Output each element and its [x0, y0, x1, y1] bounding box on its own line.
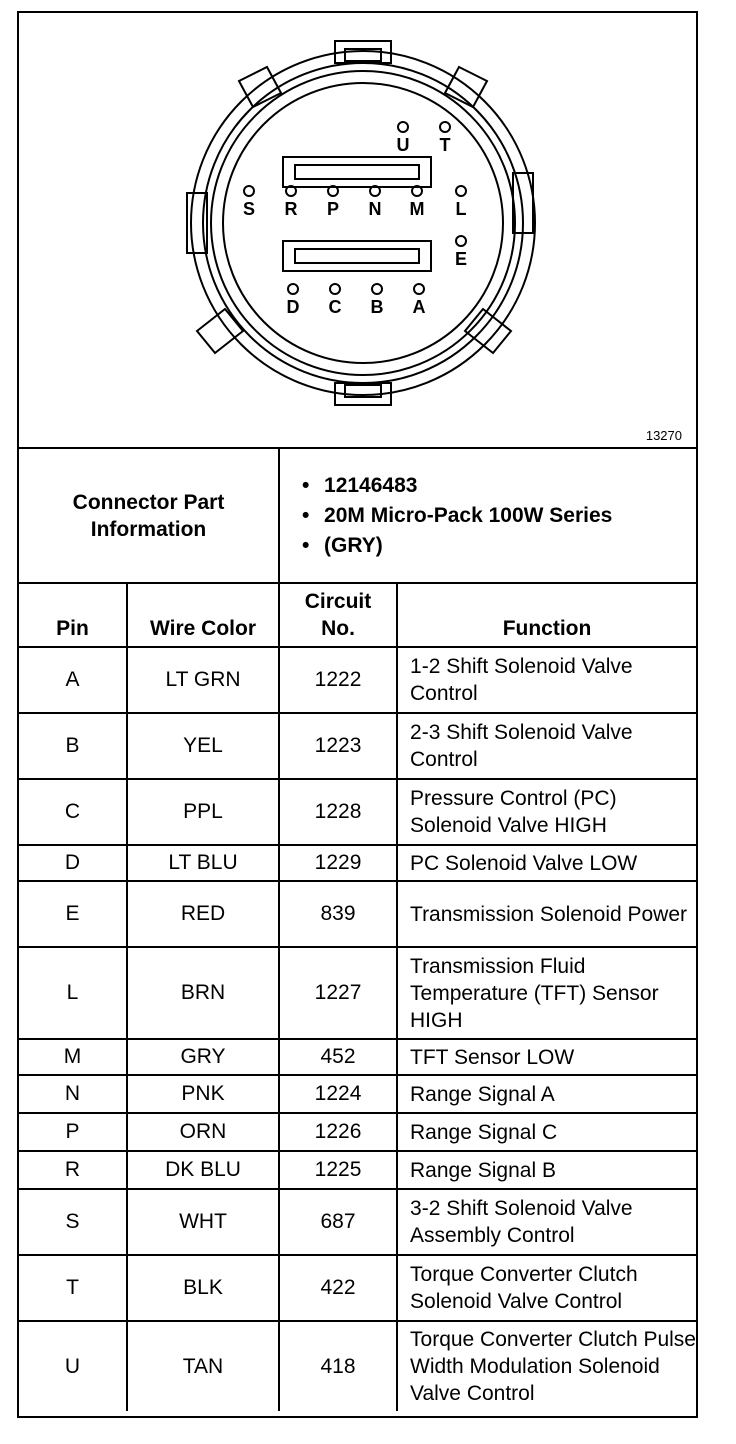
pin-cell: U: [19, 1321, 127, 1411]
pin-cell: R: [19, 1151, 127, 1189]
circuit-cell: 418: [279, 1321, 397, 1411]
header-circuit-no: Circuit No.: [279, 583, 397, 647]
upper-key-slot: [283, 157, 431, 187]
wire-color-cell: BRN: [127, 947, 279, 1039]
wire-color-cell: GRY: [127, 1039, 279, 1075]
pin-label-e: E: [454, 249, 468, 269]
header-wire-color: Wire Color: [127, 583, 279, 647]
connector-series: • 20M Micro-Pack 100W Series: [324, 501, 696, 531]
pin-label-c: C: [328, 297, 342, 317]
wire-color-cell: BLK: [127, 1255, 279, 1321]
function-cell: Torque Converter Clutch Pulse Width Modulation Solenoid Valve Control: [397, 1321, 696, 1411]
function-cell: 1-2 Shift Solenoid Valve Control: [397, 647, 696, 713]
table-row: [19, 1075, 696, 1113]
table-row: [19, 1039, 696, 1075]
table-row: [19, 779, 696, 845]
table-row: [19, 881, 696, 947]
pin-label-d: D: [286, 297, 300, 317]
wire-color-cell: PPL: [127, 779, 279, 845]
pinout-rows: [19, 647, 696, 1411]
wire-color-cell: YEL: [127, 713, 279, 779]
wire-color-cell: DK BLU: [127, 1151, 279, 1189]
circuit-cell: 687: [279, 1189, 397, 1255]
function-cell: 2-3 Shift Solenoid Valve Control: [397, 713, 696, 779]
function-cell: Torque Converter Clutch Solenoid Valve Control: [397, 1255, 696, 1321]
pin-cell: A: [19, 647, 127, 713]
connector-face-drawing: [19, 13, 696, 447]
connector-info-label: Connector Part Information: [19, 449, 279, 583]
pin-cell: M: [19, 1039, 127, 1075]
wire-color-cell: LT BLU: [127, 845, 279, 881]
circuit-cell: 1222: [279, 647, 397, 713]
circuit-cell: 1226: [279, 1113, 397, 1151]
part-number: • 12146483: [324, 471, 696, 501]
pin-label-t: T: [439, 135, 451, 155]
pin-cell: C: [19, 779, 127, 845]
header-pin: Pin: [19, 583, 127, 647]
circuit-cell: 452: [279, 1039, 397, 1075]
pin-label-a: A: [412, 297, 426, 317]
table-row: [19, 713, 696, 779]
table-row: [19, 845, 696, 881]
function-cell: TFT Sensor LOW: [397, 1039, 696, 1075]
connector-info-row: [19, 449, 696, 583]
table-row: [19, 1151, 696, 1189]
pinout-table: [19, 449, 696, 1411]
function-cell: Range Signal B: [397, 1151, 696, 1189]
table-row: [19, 947, 696, 1039]
table-row: [19, 647, 696, 713]
pin-cell: T: [19, 1255, 127, 1321]
pin-label-l: L: [455, 199, 467, 219]
circuit-cell: 1224: [279, 1075, 397, 1113]
pin-cell: B: [19, 713, 127, 779]
connector-inner-ring: [223, 83, 503, 363]
table-header-row: [19, 583, 696, 647]
pin-cell: S: [19, 1189, 127, 1255]
pin-cell: E: [19, 881, 127, 947]
figure-number: 13270: [645, 428, 682, 443]
pin-cell: P: [19, 1113, 127, 1151]
wire-color-cell: RED: [127, 881, 279, 947]
function-cell: Transmission Fluid Temperature (TFT) Sensor HIGH: [397, 947, 696, 1039]
function-cell: Transmission Solenoid Power: [397, 881, 696, 947]
connector-outer-ring: [191, 51, 535, 395]
table-row: [19, 1255, 696, 1321]
function-cell: 3-2 Shift Solenoid Valve Assembly Control: [397, 1189, 696, 1255]
pin-label-p: P: [326, 199, 340, 219]
wire-color-cell: WHT: [127, 1189, 279, 1255]
pin-label-b: B: [370, 297, 384, 317]
pin-cell: L: [19, 947, 127, 1039]
wire-color-cell: PNK: [127, 1075, 279, 1113]
circuit-cell: 422: [279, 1255, 397, 1321]
document-frame: [17, 11, 698, 1418]
pin-label-r: R: [284, 199, 298, 219]
table-row: [19, 1113, 696, 1151]
wire-color-cell: ORN: [127, 1113, 279, 1151]
pin-cell: N: [19, 1075, 127, 1113]
wire-color-cell: LT GRN: [127, 647, 279, 713]
header-function: Function: [397, 583, 696, 647]
circuit-cell: 839: [279, 881, 397, 947]
function-cell: Pressure Control (PC) Solenoid Valve HIGH: [397, 779, 696, 845]
pin-cell: D: [19, 845, 127, 881]
function-cell: PC Solenoid Valve LOW: [397, 845, 696, 881]
function-cell: Range Signal A: [397, 1075, 696, 1113]
circuit-cell: 1228: [279, 779, 397, 845]
function-cell: Range Signal C: [397, 1113, 696, 1151]
circuit-cell: 1223: [279, 713, 397, 779]
pin-label-n: N: [368, 199, 382, 219]
circuit-cell: 1227: [279, 947, 397, 1039]
connector-diagram: [19, 13, 696, 449]
connector-info-values: [279, 449, 696, 583]
pin-label-m: M: [409, 199, 425, 219]
connector-color: • (GRY): [324, 531, 696, 561]
table-row: [19, 1189, 696, 1255]
circuit-cell: 1225: [279, 1151, 397, 1189]
pin-label-s: S: [242, 199, 256, 219]
circuit-cell: 1229: [279, 845, 397, 881]
lower-key-slot: [283, 241, 431, 271]
pin-label-u: U: [396, 135, 410, 155]
wire-color-cell: TAN: [127, 1321, 279, 1411]
table-row: [19, 1321, 696, 1411]
